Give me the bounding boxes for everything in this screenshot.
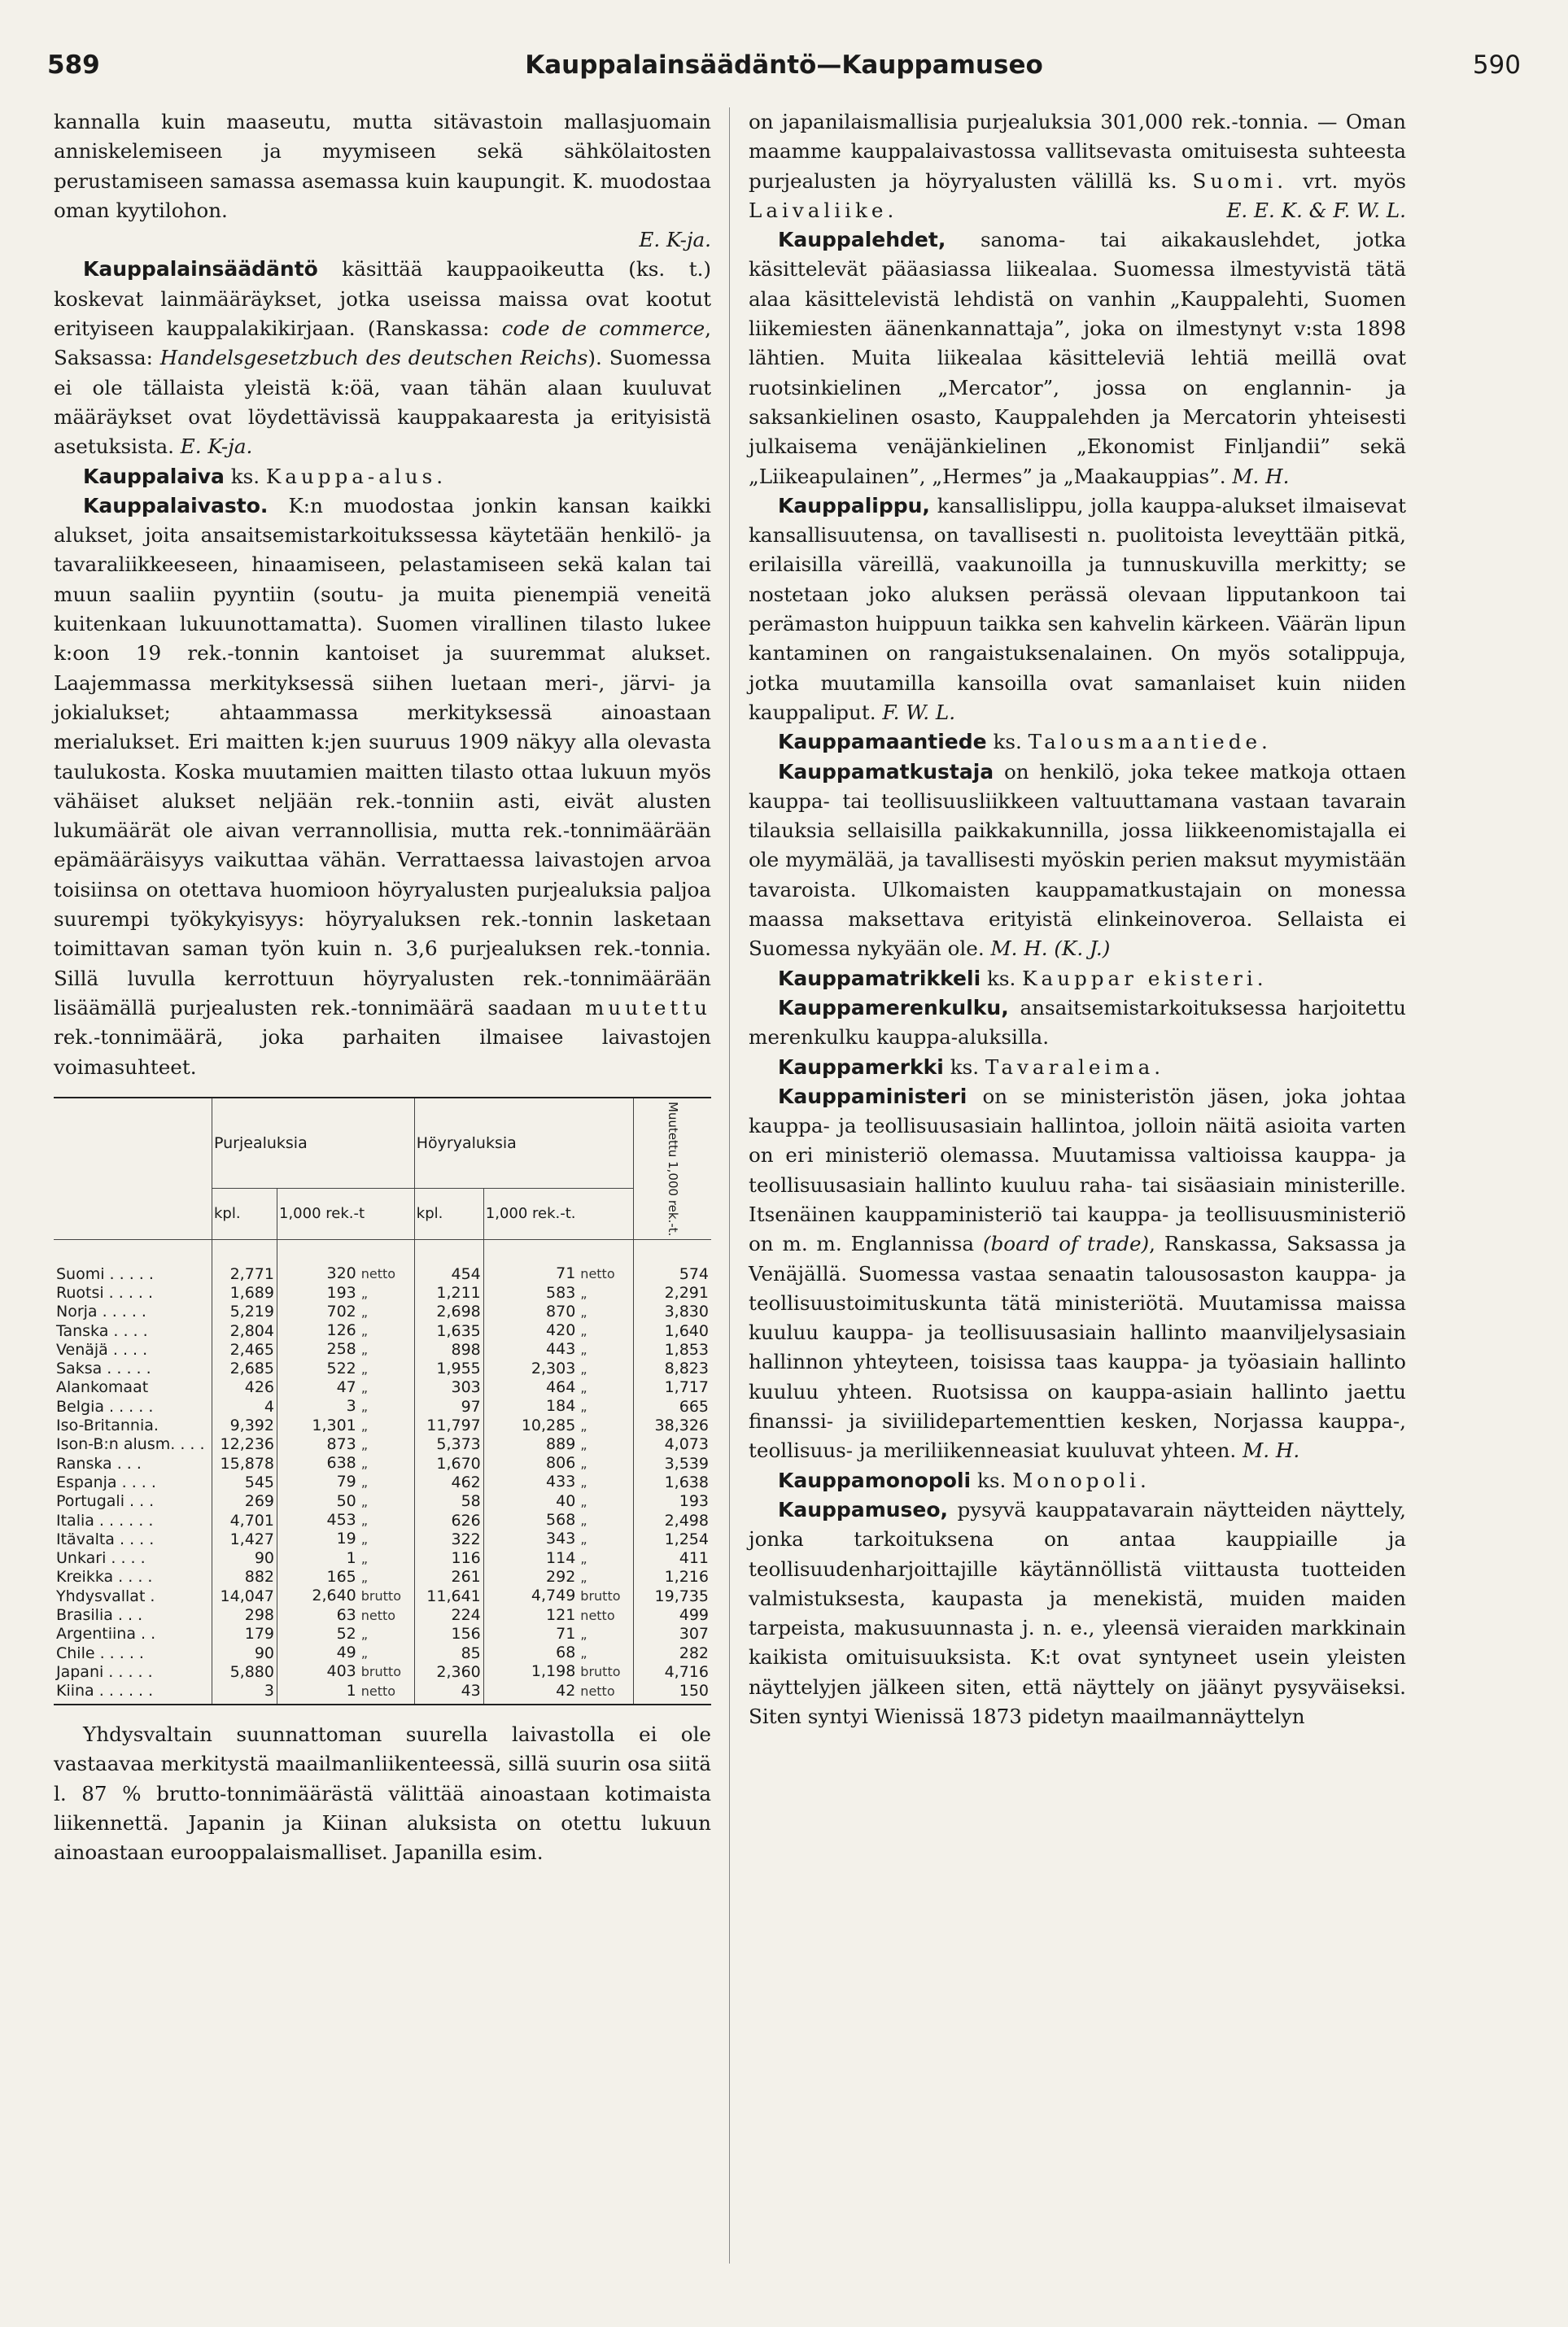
steam-tonnage-cell: 71 netto — [483, 1240, 634, 1284]
steam-count-cell: 58 — [414, 1492, 483, 1511]
table-row — [54, 1644, 711, 1662]
table-row — [54, 1606, 711, 1625]
sail-count-cell: 5,880 — [212, 1662, 277, 1681]
steam-count-cell: 97 — [414, 1397, 483, 1416]
steam-tonnage-cell: 2,303 „ — [483, 1360, 634, 1378]
steam-count-cell: 43 — [414, 1682, 483, 1704]
steam-count-cell: 303 — [414, 1378, 483, 1397]
steam-count-cell: 1,635 — [414, 1321, 483, 1340]
converted-cell: 38,326 — [654, 1417, 709, 1435]
converted-cell: 282 — [679, 1644, 709, 1662]
steam-count-cell: 322 — [414, 1530, 483, 1548]
entry-kauppalaivasto: Kauppalaivasto. K:n muodostaa jonkin kansan kaikki alukset, joita ansaitsemistarkoitukssessa käytetään henkilö- ja tavaraliikkeeseen, hinaamiseen, pelastamiseen sekä kalan tai muun saaliin pyyntiin (soutu- ja muita pienempiä veneitä kuitenkaan lukuunottamatta). Suomen virallinen tilasto lukee k:oon 19 rek.-tonnin kantoiset ja suuremmat alukset. Laajemmassa merkityksessä siihen luetaan meri-, järvi- ja jokialukset; ahtaammassa merkityksessä ainoastaan merialukset. Eri maitten k:jen suuruus 1909 näkyy alla olevasta taulukosta. Koska muutamien maitten tilasto ottaa lukuun myös vähäiset alukset neljään rek.-tonniin asti, eivät alusten lukumäärät ole aivan verrannollisia, mutta rek.-tonnimäärään epämääräisyys vaikuttaa vähän. Verrattaessa laivastojen arvoa toisiinsa on otettava huomioon höyryalusten purjealuksia paljoa suurempi työkykyisyys: höyryaluksen rek.-tonnin lasketaan toimittavan saman työn kuin n. 3,6 purjealuksen rek.-tonnia. Sillä luvulla kerrottuun höyryalusten rek.-tonnimäärään lisäämällä purjealusten rek.-tonnimäärä saadaan muutettu rek.-tonnimäärä, joka parhaiten ilmaisee laivastojen voimasuhteet. — [54, 493, 711, 1079]
sail-count-cell: 298 — [212, 1606, 277, 1625]
country-cell: Japani . . . . . — [54, 1662, 212, 1681]
steam-count-cell: 2,360 — [414, 1662, 483, 1681]
steam-tonnage-cell: 443 „ — [483, 1340, 634, 1359]
sail-count-cell: 426 — [212, 1378, 277, 1397]
sail-count-cell: 1,427 — [212, 1530, 277, 1548]
sail-tonnage-cell: 165 „ — [277, 1568, 415, 1587]
converted-cell: 1,638 — [664, 1473, 709, 1491]
steam-tonnage-cell: 10,285 „ — [483, 1417, 634, 1435]
sail-tonnage-cell: 2,640 brutto — [277, 1587, 415, 1605]
headword: Kauppalaivasto. — [83, 493, 269, 517]
sail-count-cell: 12,236 — [212, 1435, 277, 1454]
column-divider — [729, 107, 730, 2264]
converted-cell: 3,830 — [664, 1303, 709, 1321]
converted-cell: 1,640 — [664, 1321, 709, 1340]
header-kpl: kpl. — [212, 1189, 277, 1240]
converted-cell: 2,498 — [664, 1511, 709, 1530]
steam-count-cell: 11,797 — [414, 1417, 483, 1435]
sail-count-cell: 14,047 — [212, 1587, 277, 1605]
entry-kauppaministeri: Kauppaministeri on se ministeristön jäsen, joka johtaa kauppa- ja teollisuusasiain hallintoa, jolloin näitä asioita varten on eri ministeriö olemassa. Muutamissa valtioissa kauppa- ja teollisuusasiain hallinto kuuluu raha- tai sisäasiain ministerille. Itsenäinen kauppaministeriö tai kauppa- ja teollisuusministeriö on m. m. Englannissa (board of trade), Ranskassa, Saksassa ja Venäjällä. Suomessa vastaa senaatin talousosaston kauppa- ja teollisuustoimituskunta tätä ministeriötä. Muutamissa maissa kuuluu kauppa- ja teollisuusasiain hallinto maanviljelysasiain hallinnon yhteyteen, toisissa taas kauppa- ja työasiain hallinto kuuluu yhteen. Ruotsissa on kauppa-asiain hallinto jaettu finanssi- ja siviilidepartementtien kesken, Norjassa kauppa-, teollisuus- ja meriliikenneasiat kuuluvat yhteen. M. H. — [749, 1084, 1406, 1463]
converted-cell: 4,073 — [664, 1435, 709, 1454]
country-cell: Portugali . . . — [54, 1492, 212, 1511]
steam-tonnage-cell: 42 netto — [483, 1682, 634, 1704]
table-row — [54, 1511, 711, 1530]
sail-tonnage-cell: 702 „ — [277, 1303, 415, 1321]
sail-count-cell: 3 — [212, 1682, 277, 1704]
converted-cell: 665 — [679, 1397, 709, 1416]
steam-count-cell: 1,211 — [414, 1284, 483, 1303]
steam-count-cell: 5,373 — [414, 1435, 483, 1454]
table-row — [54, 1303, 711, 1321]
steam-count-cell: 85 — [414, 1644, 483, 1662]
sail-tonnage-cell: 3 „ — [277, 1397, 415, 1416]
sail-tonnage-cell: 873 „ — [277, 1435, 415, 1454]
page-header — [47, 50, 1521, 83]
table-row — [54, 1662, 711, 1681]
sail-tonnage-cell: 63 netto — [277, 1606, 415, 1625]
converted-cell: 1,216 — [664, 1568, 709, 1587]
converted-cell: 150 — [679, 1682, 709, 1700]
sail-count-cell: 5,219 — [212, 1303, 277, 1321]
table-row — [54, 1492, 711, 1511]
steam-tonnage-cell: 4,749 brutto — [483, 1587, 634, 1605]
steam-count-cell: 224 — [414, 1606, 483, 1625]
entry-kauppamerenkulku: Kauppamerenkulku, ansaitsemistarkoituksessa harjoitettu merenkulku kauppa-aluksilla. — [749, 995, 1406, 1050]
header-rek: 1,000 rek.-t — [277, 1189, 415, 1240]
table-row — [54, 1568, 711, 1587]
table-row — [54, 1530, 711, 1548]
sail-tonnage-cell: 52 „ — [277, 1625, 415, 1644]
page-number-left: 589 — [47, 50, 100, 80]
converted-cell: 3,539 — [664, 1454, 709, 1473]
steam-tonnage-cell: 343 „ — [483, 1530, 634, 1548]
entry-kauppamonopoli: Kauppamonopoli ks. Monopoli. — [778, 1468, 1151, 1492]
sail-count-cell: 90 — [212, 1549, 277, 1568]
entry-kauppamatrikkeli: Kauppamatrikkeli ks. Kauppar ekisteri. — [778, 966, 1268, 990]
converted-cell: 1,853 — [664, 1340, 709, 1359]
table-row — [54, 1240, 711, 1284]
table-row — [54, 1417, 711, 1435]
steam-count-cell: 626 — [414, 1511, 483, 1530]
table-row — [54, 1340, 711, 1359]
running-title: Kauppalainsäädäntö—Kauppamuseo — [525, 50, 1043, 80]
steam-count-cell: 261 — [414, 1568, 483, 1587]
country-cell: Venäjä . . . . — [54, 1340, 212, 1359]
country-cell: Itävalta . . . . — [54, 1530, 212, 1548]
table-row — [54, 1682, 711, 1704]
converted-cell: 19,735 — [654, 1587, 709, 1605]
entry-kauppalippu: Kauppalippu, kansallislippu, jolla kauppa-alukset ilmaisevat kansallisuutensa, on tavallisesti n. puolitoista leveyttään pitkä, erilaisilla väreillä, vaakunoilla ja tunnuskuvilla merkitty; se nostetaan joko aluksen perässä olevaan lipputankoon tai perämaston huippuun taikka sen kahvelin kärkeen. Väärän lipun kantaminen on rangaistuksenalainen. On myös sotalippuja, jotka muutamilla kansoilla ovat samanlaiset kuin niiden kauppaliput. F. W. L. — [749, 493, 1406, 724]
sail-count-cell: 1,689 — [212, 1284, 277, 1303]
sail-tonnage-cell: 522 „ — [277, 1360, 415, 1378]
country-cell: Tanska . . . . — [54, 1321, 212, 1340]
steam-count-cell: 2,698 — [414, 1303, 483, 1321]
entry-kauppalehdet: Kauppalehdet, sanoma- tai aikakauslehdet, jotka käsittelevät pääasiassa liikealaa. Suomessa ilmestyvistä tätä alaa käsittelevistä lehdistä on vanhin „Kauppalehti, Suomen liikemiesten äänenkannattaja”, joka on ilmestynyt v:sta 1898 lähtien. Muita liikealaa käsitteleviä lehtiä meillä ovat ruotsinkielinen „Mercator”, jossa on englannin- ja saksankielinen osasto, Kauppalehden ja Mercatorin yhteisesti julkaisema venäjänkielinen „Ekonomist Finljandii” sekä „Liikeapulainen”, „Hermes” ja „Maakauppias”. M. H. — [749, 228, 1406, 488]
table-row — [54, 1473, 711, 1491]
header-converted: Muutettu 1,000 rek.-t. — [634, 1098, 711, 1240]
sail-tonnage-cell: 453 „ — [277, 1511, 415, 1530]
sail-tonnage-cell: 47 „ — [277, 1378, 415, 1397]
sail-count-cell: 269 — [212, 1492, 277, 1511]
table-row — [54, 1378, 711, 1397]
table-row — [54, 1454, 711, 1473]
converted-cell: 1,254 — [664, 1530, 709, 1548]
table-row — [54, 1435, 711, 1454]
header-sailing: Purjealuksia — [212, 1098, 415, 1189]
converted-cell: 1,717 — [664, 1378, 709, 1397]
header-steam: Höyryaluksia — [414, 1098, 634, 1189]
header-rek-2: 1,000 rek.-t. — [483, 1189, 634, 1240]
country-cell: Espanja . . . . — [54, 1473, 212, 1491]
country-cell: Ranska . . . — [54, 1454, 212, 1473]
steam-tonnage-cell: 806 „ — [483, 1454, 634, 1473]
sail-tonnage-cell: 1 netto — [277, 1682, 415, 1704]
steam-tonnage-cell: 121 netto — [483, 1606, 634, 1625]
sail-tonnage-cell: 258 „ — [277, 1340, 415, 1359]
sail-tonnage-cell: 1 „ — [277, 1549, 415, 1568]
sail-tonnage-cell: 19 „ — [277, 1530, 415, 1548]
steam-tonnage-cell: 420 „ — [483, 1321, 634, 1340]
steam-tonnage-cell: 889 „ — [483, 1435, 634, 1454]
country-cell: Ruotsi . . . . . — [54, 1284, 212, 1303]
sail-tonnage-cell: 320 netto — [277, 1240, 415, 1284]
converted-cell: 193 — [679, 1492, 709, 1511]
steam-tonnage-cell: 870 „ — [483, 1303, 634, 1321]
sail-count-cell: 4,701 — [212, 1511, 277, 1530]
steam-tonnage-cell: 71 „ — [483, 1625, 634, 1644]
table-row — [54, 1587, 711, 1605]
sail-tonnage-cell: 193 „ — [277, 1284, 415, 1303]
sail-count-cell: 90 — [212, 1644, 277, 1662]
steam-tonnage-cell: 464 „ — [483, 1378, 634, 1397]
sail-count-cell: 882 — [212, 1568, 277, 1587]
steam-count-cell: 116 — [414, 1549, 483, 1568]
steam-tonnage-cell: 292 „ — [483, 1568, 634, 1587]
sail-count-cell: 2,771 — [212, 1240, 277, 1284]
page-number-right: 590 — [1472, 50, 1521, 80]
sail-count-cell: 179 — [212, 1625, 277, 1644]
converted-cell: 411 — [679, 1549, 709, 1568]
steam-tonnage-cell: 583 „ — [483, 1284, 634, 1303]
table-row — [54, 1321, 711, 1340]
sail-tonnage-cell: 403 brutto — [277, 1662, 415, 1681]
left-column — [54, 107, 711, 1868]
steam-tonnage-cell: 433 „ — [483, 1473, 634, 1491]
steam-tonnage-cell: 184 „ — [483, 1397, 634, 1416]
paragraph: kannalla kuin maaseutu, mutta sitävastoin mallasjuomain anniskelemiseen ja myymiseen sekä sähkölaitosten perustamiseen samassa asemassa kuin kaupungit. K. muodostaa oman kyytilohon. E. K-ja. — [54, 110, 711, 252]
steam-count-cell: 462 — [414, 1473, 483, 1491]
table-row — [54, 1549, 711, 1568]
sail-count-cell: 2,465 — [212, 1340, 277, 1359]
country-cell: Belgia . . . . . — [54, 1397, 212, 1416]
converted-cell: 574 — [679, 1264, 709, 1283]
country-cell: Saksa . . . . . — [54, 1360, 212, 1378]
steam-tonnage-cell: 568 „ — [483, 1511, 634, 1530]
country-cell: Yhdysvallat . — [54, 1587, 212, 1605]
right-column — [749, 107, 1406, 1731]
entry-kauppamaantiede: Kauppamaantiede ks. Talousmaantiede. — [778, 730, 1272, 754]
sail-tonnage-cell: 1,301 „ — [277, 1417, 415, 1435]
sail-count-cell: 2,804 — [212, 1321, 277, 1340]
country-cell: Chile . . . . . — [54, 1644, 212, 1662]
steam-tonnage-cell: 1,198 brutto — [483, 1662, 634, 1681]
country-cell: Ison-B:n alusm. . . . — [54, 1435, 212, 1454]
sail-tonnage-cell: 638 „ — [277, 1454, 415, 1473]
converted-cell: 2,291 — [664, 1284, 709, 1302]
header-kpl-2: kpl. — [414, 1189, 483, 1240]
country-cell: Argentiina . . — [54, 1625, 212, 1644]
sail-tonnage-cell: 50 „ — [277, 1492, 415, 1511]
entry-kauppamerkki: Kauppamerkki ks. Tavaraleima. — [778, 1054, 1165, 1079]
country-cell: Kreikka . . . . — [54, 1568, 212, 1587]
entry-kauppamuseo: Kauppamuseo, pysyvä kauppatavarain näytteiden näyttely, jonka tarkoituksena on antaa kauppiaille ja teollisuudenharjoittajille käytännöllistä viittausta tuotteiden valmistuksesta, kaupasta ja menekistä, muiden maiden tarpeista, makusuunnasta j. n. e., yleensä vieraiden markkinain kaikista omituisuuksista. K:t ovat syntyneet usein yleisten näyttelyjen jälkeen siten, että näyttely on jäänyt pysyväiseksi. Siten syntyi Wienissä 1873 pidetyn maailmannäyttelyn — [749, 1497, 1406, 1729]
country-cell: Iso-Britannia. — [54, 1417, 212, 1435]
fleet-table — [54, 1097, 711, 1705]
table-row — [54, 1625, 711, 1644]
country-cell: Brasilia . . . — [54, 1606, 212, 1625]
entry-kauppamatkustaja: Kauppamatkustaja on henkilö, joka tekee matkoja ottaen kauppa- tai teollisuusliikkeen valtuuttamana vastaan tavarain tilauksia sellaisilla paikkakunnilla, jossa liikkeenomistajalla ei ole myymälää, ja tavallisesti myöskin perien maksut myymistään tavaroista. Ulkomaisten kauppamatkustajain on monessa maassa maksettava erityistä elinkeinoveroa. Sellaista ei Suomessa nykyään ole. M. H. (K. J.) — [749, 759, 1406, 961]
converted-cell: 307 — [679, 1625, 709, 1644]
entry-kauppalainsaadanto: Kauppalainsäädäntö käsittää kauppaoikeutta (ks. t.) koskevat lainmääräykset, jotka useissa maissa ovat kootut erityiseen kauppalakikirjaan. (Ranskassa: code de commerce, Saksassa: Handelsgesetzbuch des deutschen Reichs). Suomessa ei ole tällaista yleistä k:öä, vaan tähän alaan kuuluvat määräykset ovat löydettävissä kauppakaaresta ja erityisistä asetuksista. E. K-ja. — [54, 257, 711, 459]
country-cell: Unkari . . . . — [54, 1549, 212, 1568]
country-cell: Alankomaat — [54, 1378, 212, 1397]
country-cell: Norja . . . . . — [54, 1303, 212, 1321]
steam-count-cell: 11,641 — [414, 1587, 483, 1605]
steam-count-cell: 1,670 — [414, 1454, 483, 1473]
country-cell: Suomi . . . . . — [54, 1240, 212, 1284]
country-cell: Kiina . . . . . . — [54, 1682, 212, 1704]
sail-count-cell: 4 — [212, 1397, 277, 1416]
converted-cell: 499 — [679, 1606, 709, 1625]
steam-count-cell: 156 — [414, 1625, 483, 1644]
headword: Kauppalaiva — [83, 464, 225, 488]
steam-tonnage-cell: 40 „ — [483, 1492, 634, 1511]
sail-tonnage-cell: 49 „ — [277, 1644, 415, 1662]
paragraph: on japanilaismallisia purjealuksia 301,000 rek.-tonnia. — Oman maamme kauppalaivastossa vallitsevasta omituisesta suhteesta purjealusten ja höyryalusten välillä ks. Suomi. vrt. myös Laivaliike. E. E. K. & F. W. L. — [749, 110, 1406, 222]
headword: Kauppalainsäädäntö — [83, 257, 318, 282]
sail-count-cell: 15,878 — [212, 1454, 277, 1473]
table-row — [54, 1360, 711, 1378]
steam-tonnage-cell: 114 „ — [483, 1549, 634, 1568]
sail-tonnage-cell: 79 „ — [277, 1473, 415, 1491]
steam-tonnage-cell: 68 „ — [483, 1644, 634, 1662]
table-row — [54, 1397, 711, 1416]
paragraph-after-table: Yhdysvaltain suunnattoman suurella laivastolla ei ole vastaavaa merkitystä maailmanliikenteessä, sillä suurin osa siitä l. 87 % brutto-tonnimäärästä välittää ainoastaan kotimaista liikennettä. Japanin ja Kiinan aluksista on otettu lukuun ainoastaan eurooppalaismalliset. Japanilla esim. — [54, 1722, 711, 1865]
country-cell: Italia . . . . . . — [54, 1511, 212, 1530]
sail-count-cell: 9,392 — [212, 1417, 277, 1435]
sail-count-cell: 545 — [212, 1473, 277, 1491]
sail-count-cell: 2,685 — [212, 1360, 277, 1378]
table-row — [54, 1284, 711, 1303]
steam-count-cell: 1,955 — [414, 1360, 483, 1378]
entry-kauppalaiva: Kauppalaiva ks. Kauppa-alus. — [83, 464, 448, 488]
steam-count-cell: 898 — [414, 1340, 483, 1359]
steam-count-cell: 454 — [414, 1240, 483, 1284]
converted-cell: 4,716 — [664, 1662, 709, 1681]
converted-cell: 8,823 — [664, 1360, 709, 1378]
sail-tonnage-cell: 126 „ — [277, 1321, 415, 1340]
